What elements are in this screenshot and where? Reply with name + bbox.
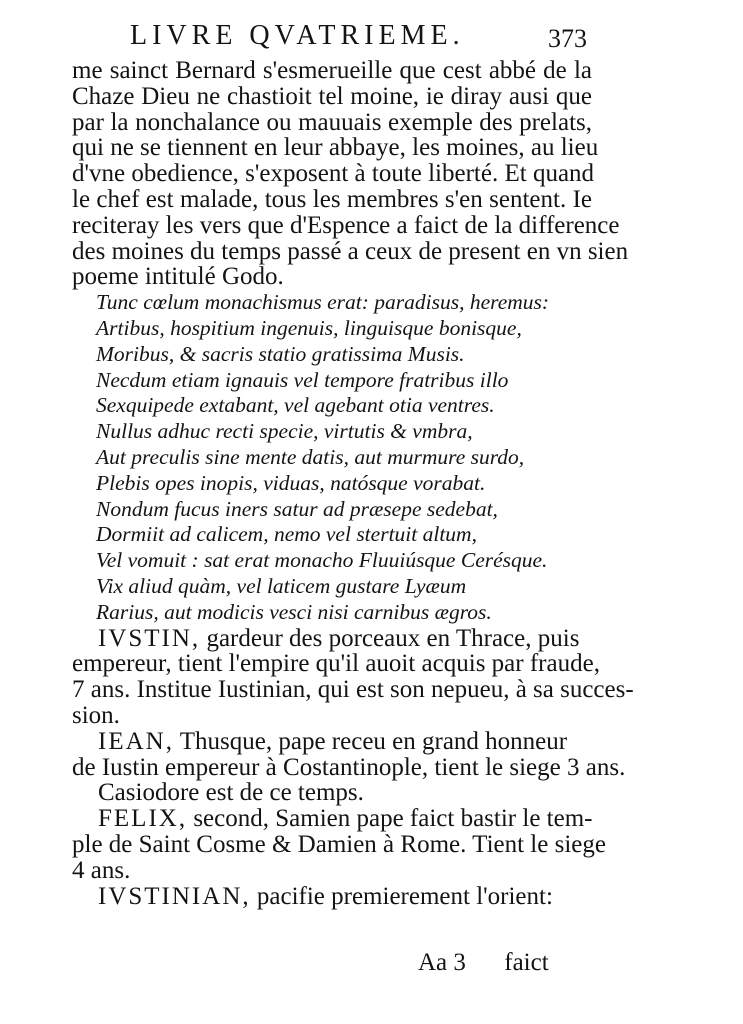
text-line: reciteray les vers que d'Espence a faict de la difference — [72, 211, 620, 239]
text-line: d'vne obedience, s'exposent à toute liberté. Et quand — [72, 160, 595, 188]
chronicle-note-casiodore — [72, 780, 592, 806]
entry-name: FELIX, — [98, 805, 188, 833]
entry-first-line — [72, 806, 592, 832]
entry-text: Thusque, pape receu en grand honneur — [173, 727, 568, 755]
entry-name: IEAN, — [98, 727, 174, 755]
text-line: 4 ans. — [72, 856, 131, 884]
verse-line: Tunc cœlum monachismus erat: paradisus, heremus: — [96, 290, 550, 315]
text-line: Casiodore est de ce temps. — [98, 779, 364, 807]
verse-line: Moribus, & sacris statio gratissima Musis. — [96, 341, 465, 366]
entry-text: second, Samien pape faict bastir le tem- — [187, 805, 593, 833]
verse-line: Necdum etiam ignauis vel tempore fratribus illo — [96, 367, 509, 392]
chronicle-entry-iustin — [72, 624, 634, 729]
entry-text: pacifie premierement l'orient: — [250, 882, 553, 910]
verse-line: Aut preculis sine mente datis, aut murmure surdo, — [96, 444, 525, 469]
verse-line: Nullus adhuc recti specie, virtutis & vmbra, — [96, 419, 473, 444]
entry-name: IVSTINIAN, — [98, 882, 251, 910]
text-line: me sainct Bernard s'esmerueille que cest abbé de la — [72, 57, 592, 84]
footer-line — [418, 950, 549, 975]
prose-paragraph — [72, 57, 629, 291]
verse-line: Dormiit ad calicem, nemo vel stertuit altum, — [96, 522, 477, 547]
verse-line: Nondum fucus iners satur ad præsepe sedebat, — [96, 496, 498, 521]
chronicle-entry-felix — [72, 805, 606, 884]
page-number: 373 — [548, 24, 587, 53]
verse-line: Plebis opes inopis, viduas, natósque vorabat. — [96, 470, 486, 495]
text-line: Chaze Dieu ne chastioit tel moine, ie diray ausi que — [72, 82, 592, 110]
text-line: le chef est malade, tous les membres s'en sentent. Ie — [72, 185, 592, 213]
entry-name: IVSTIN, — [98, 624, 201, 652]
entry-first-line — [72, 626, 592, 652]
entry-first-line — [72, 884, 592, 910]
text-line: 7 ans. Institue Iustinian, qui est son nepueu, à sa succes- — [72, 676, 634, 704]
chronicle-entry-iean — [72, 727, 626, 781]
text-line: sion. — [72, 701, 120, 729]
entry-text: gardeur des porceaux en Thrace, puis — [200, 624, 580, 652]
verse-line: Vix aliud quàm, vel laticem gustare Lyæum — [96, 573, 467, 598]
text-line: de Iustin empereur à Costantinople, tient le siege 3 ans. — [72, 753, 626, 781]
text-block — [72, 57, 634, 910]
entry-first-line — [72, 729, 592, 755]
catchword: faict — [504, 949, 549, 976]
verse-line: Rarius, aut modicis vesci nisi carnibus ægros. — [96, 599, 492, 624]
verse-line: Artibus, hospitium ingenuis, linguisque bonisque, — [96, 315, 522, 340]
verse-line: Vel vomuit : sat erat monacho Fluuiúsque Cerésque. — [96, 548, 548, 573]
text-line: qui ne se tiennent en leur abbaye, les moines, au lieu — [72, 134, 599, 162]
signature-mark: Aa 3 — [418, 949, 466, 976]
verse-line: Sexquipede extabant, vel agebant otia ventres. — [96, 393, 495, 418]
latin-verse — [96, 290, 592, 625]
text-line: empereur, tient l'empire qu'il auoit acquis par fraude, — [72, 650, 600, 678]
text-line: par la nonchalance ou mauuais exemple des prelats, — [72, 108, 592, 136]
text-line: des moines du temps passé a ceux de present en vn sien — [72, 237, 629, 265]
chronicle-entry-iustinian — [72, 884, 592, 910]
text-line: ple de Saint Cosme & Damien à Rome. Tient le siege — [72, 830, 606, 858]
text-line: poeme intitulé Godo. — [72, 263, 284, 291]
running-title: LIVRE QVATRIEME. — [130, 20, 465, 51]
